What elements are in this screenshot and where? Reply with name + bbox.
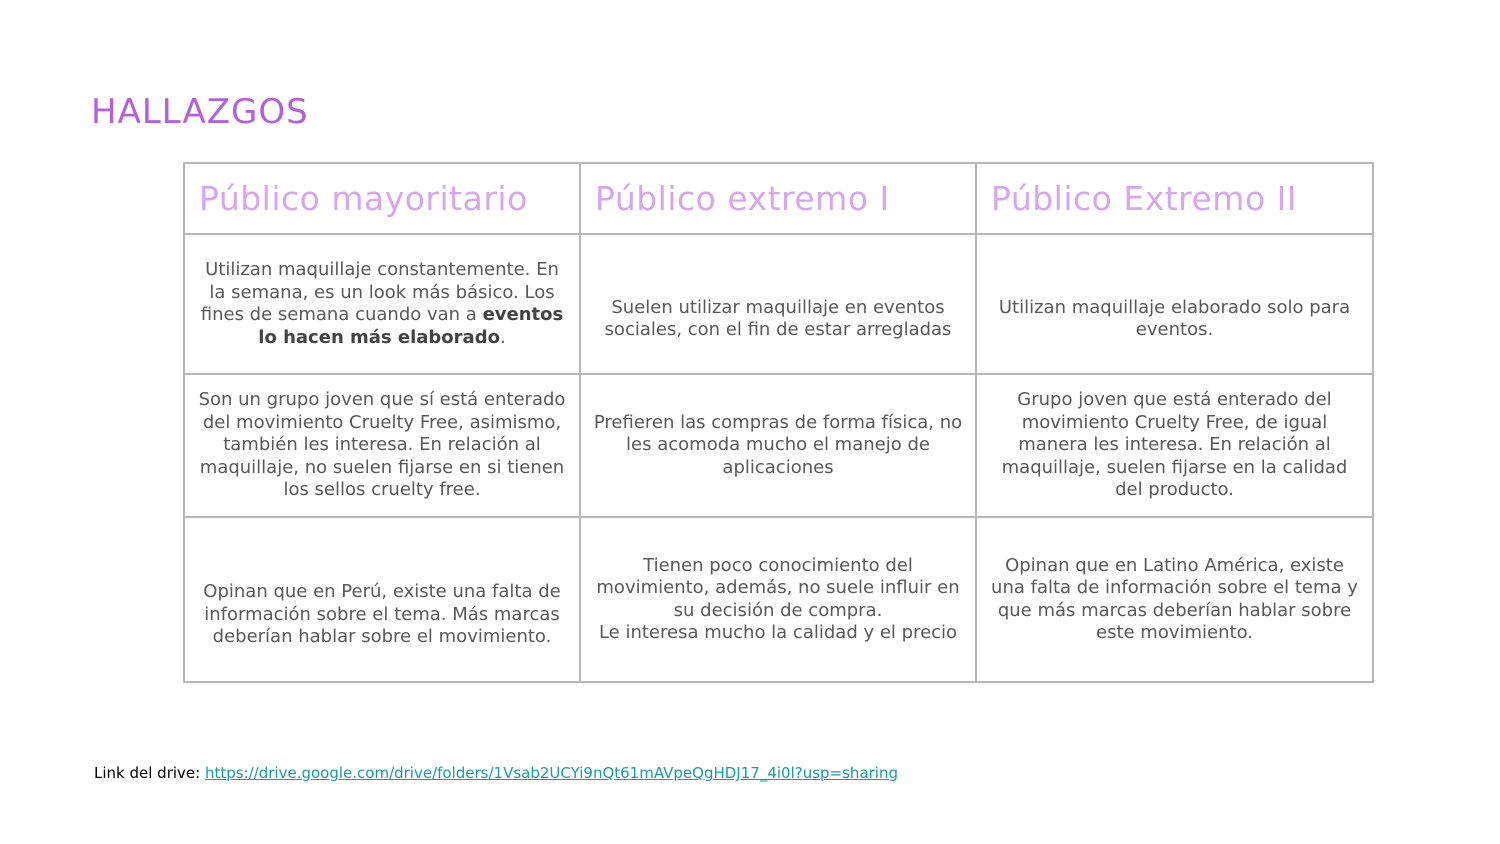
table-cell: Grupo joven que está enterado del movimiento Cruelty Free, de igual manera les interesa. En relación al maquillaje, suelen fijarse en la calidad del producto. <box>976 374 1373 517</box>
header-publico-extremo-1: Público extremo I <box>580 163 976 234</box>
table-row <box>184 374 1373 517</box>
cell-text-suffix: . <box>499 326 506 348</box>
header-publico-extremo-2: Público Extremo II <box>976 163 1373 234</box>
cell-text: Utilizan maquillaje constantemente. En la semana, es un look más básico. Los fines de semana cuando van a <box>200 259 559 325</box>
header-publico-mayoritario: Público mayoritario <box>184 163 580 234</box>
findings-table <box>183 162 1374 683</box>
cell-line: Le interesa mucho la calidad y el precio <box>598 622 958 643</box>
table-row <box>184 517 1373 682</box>
table-cell: Son un grupo joven que sí está enterado del movimiento Cruelty Free, asimismo, también les interesa. En relación al maquillaje, no suelen fijarse en si tienen los sellos cruelty free. <box>184 374 580 517</box>
slide-title: HALLAZGOS <box>91 92 309 132</box>
drive-link-footer <box>94 764 898 782</box>
table-cell <box>184 234 580 374</box>
table-cell: Utilizan maquillaje elaborado solo para eventos. <box>976 234 1373 374</box>
table-cell: Opinan que en Latino América, existe una falta de información sobre el tema y que más marcas deberían hablar sobre este movimiento. <box>976 517 1373 682</box>
drive-link[interactable]: https://drive.google.com/drive/folders/1Vsab2UCYi9nQt61mAVpeQgHDJ17_4i0l?usp=sharing <box>204 764 898 782</box>
cell-bold-text: eventos lo hacen más elaborado <box>258 304 564 348</box>
drive-link-label: Link del drive: <box>94 764 205 782</box>
table-cell: Prefieren las compras de forma física, no les acomoda mucho el manejo de aplicaciones <box>580 374 976 517</box>
table-cell: Opinan que en Perú, existe una falta de información sobre el tema. Más marcas deberían hablar sobre el movimiento. <box>184 517 580 682</box>
table-cell <box>580 517 976 682</box>
cell-line: Tienen poco conocimiento del movimiento, además, no suele influir en su decisión de compra. <box>596 554 960 621</box>
table-header-row <box>184 163 1373 234</box>
table-row <box>184 234 1373 374</box>
table-cell: Suelen utilizar maquillaje en eventos sociales, con el fin de estar arregladas <box>580 234 976 374</box>
